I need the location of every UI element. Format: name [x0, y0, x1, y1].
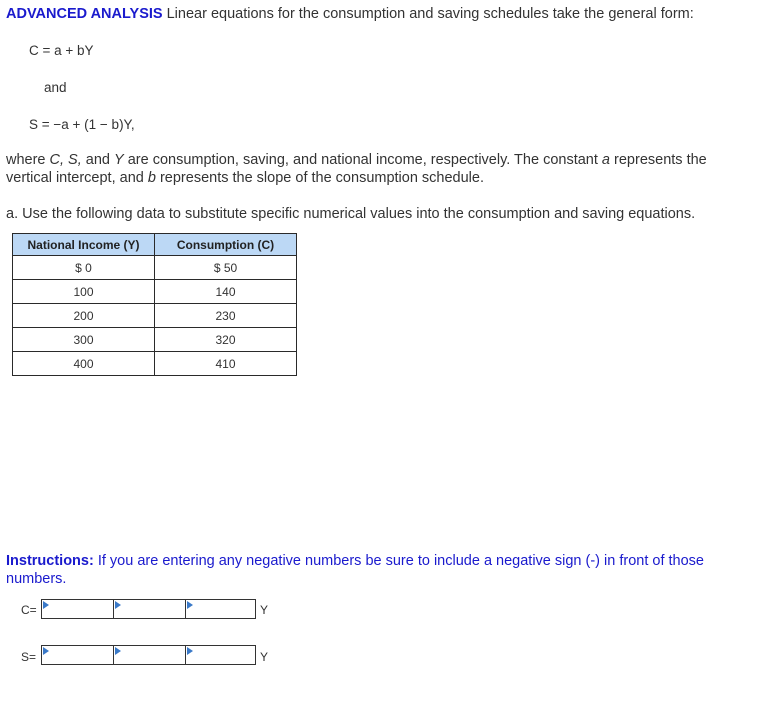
cell-income: 100 [13, 280, 155, 304]
table-row [13, 280, 297, 304]
intro-line [6, 6, 694, 22]
header-national-income: National Income (Y) [13, 234, 155, 256]
s-slope-input[interactable] [185, 645, 256, 665]
s-intercept-field[interactable] [42, 646, 113, 664]
saving-equation: S = −a + (1 − b)Y, [29, 117, 135, 132]
s-intercept-input[interactable] [41, 645, 114, 665]
s-operator-field[interactable] [114, 646, 185, 664]
c-intercept-input[interactable] [41, 599, 114, 619]
intro-heading: ADVANCED ANALYSIS [6, 6, 163, 22]
s-equals-label: S= [21, 650, 37, 664]
cell-income: $ 0 [13, 256, 155, 280]
para-a: a [601, 152, 610, 168]
table-row [13, 256, 297, 280]
para-vars: C, S, [49, 152, 82, 168]
para-text-5: represents the slope of the consumption schedule. [155, 170, 484, 186]
data-table [12, 233, 297, 376]
s-y-suffix: Y [260, 650, 269, 664]
cell-consumption: 410 [155, 352, 297, 376]
para-text-1: where [6, 152, 50, 168]
para-text-2: and [81, 152, 115, 168]
and-text: and [44, 80, 67, 95]
instructions-label: Instructions: [6, 553, 94, 569]
table-row [13, 328, 297, 352]
c-y-suffix: Y [260, 603, 269, 617]
s-slope-field[interactable] [186, 646, 255, 664]
para-text-3: are consumption, saving, and national income, respectively. The constant [123, 152, 602, 168]
consumption-equation: C = a + bY [29, 43, 94, 58]
para-text-4: represents the vertical intercept, and [6, 152, 707, 186]
definition-paragraph [6, 151, 756, 187]
table-row [13, 304, 297, 328]
c-slope-input[interactable] [185, 599, 256, 619]
header-consumption: Consumption (C) [155, 234, 297, 256]
c-slope-field[interactable] [186, 600, 255, 618]
c-intercept-field[interactable] [42, 600, 113, 618]
table-header-row [13, 234, 297, 256]
table-row [13, 352, 297, 376]
para-b: b [147, 170, 156, 186]
cell-consumption: 230 [155, 304, 297, 328]
cell-consumption: 140 [155, 280, 297, 304]
para-y: Y [114, 152, 124, 168]
c-operator-field[interactable] [114, 600, 185, 618]
instructions [6, 552, 761, 588]
cell-income: 200 [13, 304, 155, 328]
s-operator-input[interactable] [113, 645, 186, 665]
question-a: a. Use the following data to substitute specific numerical values into the consumption and saving equations. [6, 206, 696, 222]
cell-income: 300 [13, 328, 155, 352]
c-equals-label: C= [21, 603, 37, 617]
intro-text: Linear equations for the consumption and saving schedules take the general form: [162, 6, 694, 22]
cell-consumption: $ 50 [155, 256, 297, 280]
instructions-text: If you are entering any negative numbers be sure to include a negative sign (-) in front of those numbers. [6, 553, 704, 587]
c-operator-input[interactable] [113, 599, 186, 619]
cell-income: 400 [13, 352, 155, 376]
cell-consumption: 320 [155, 328, 297, 352]
